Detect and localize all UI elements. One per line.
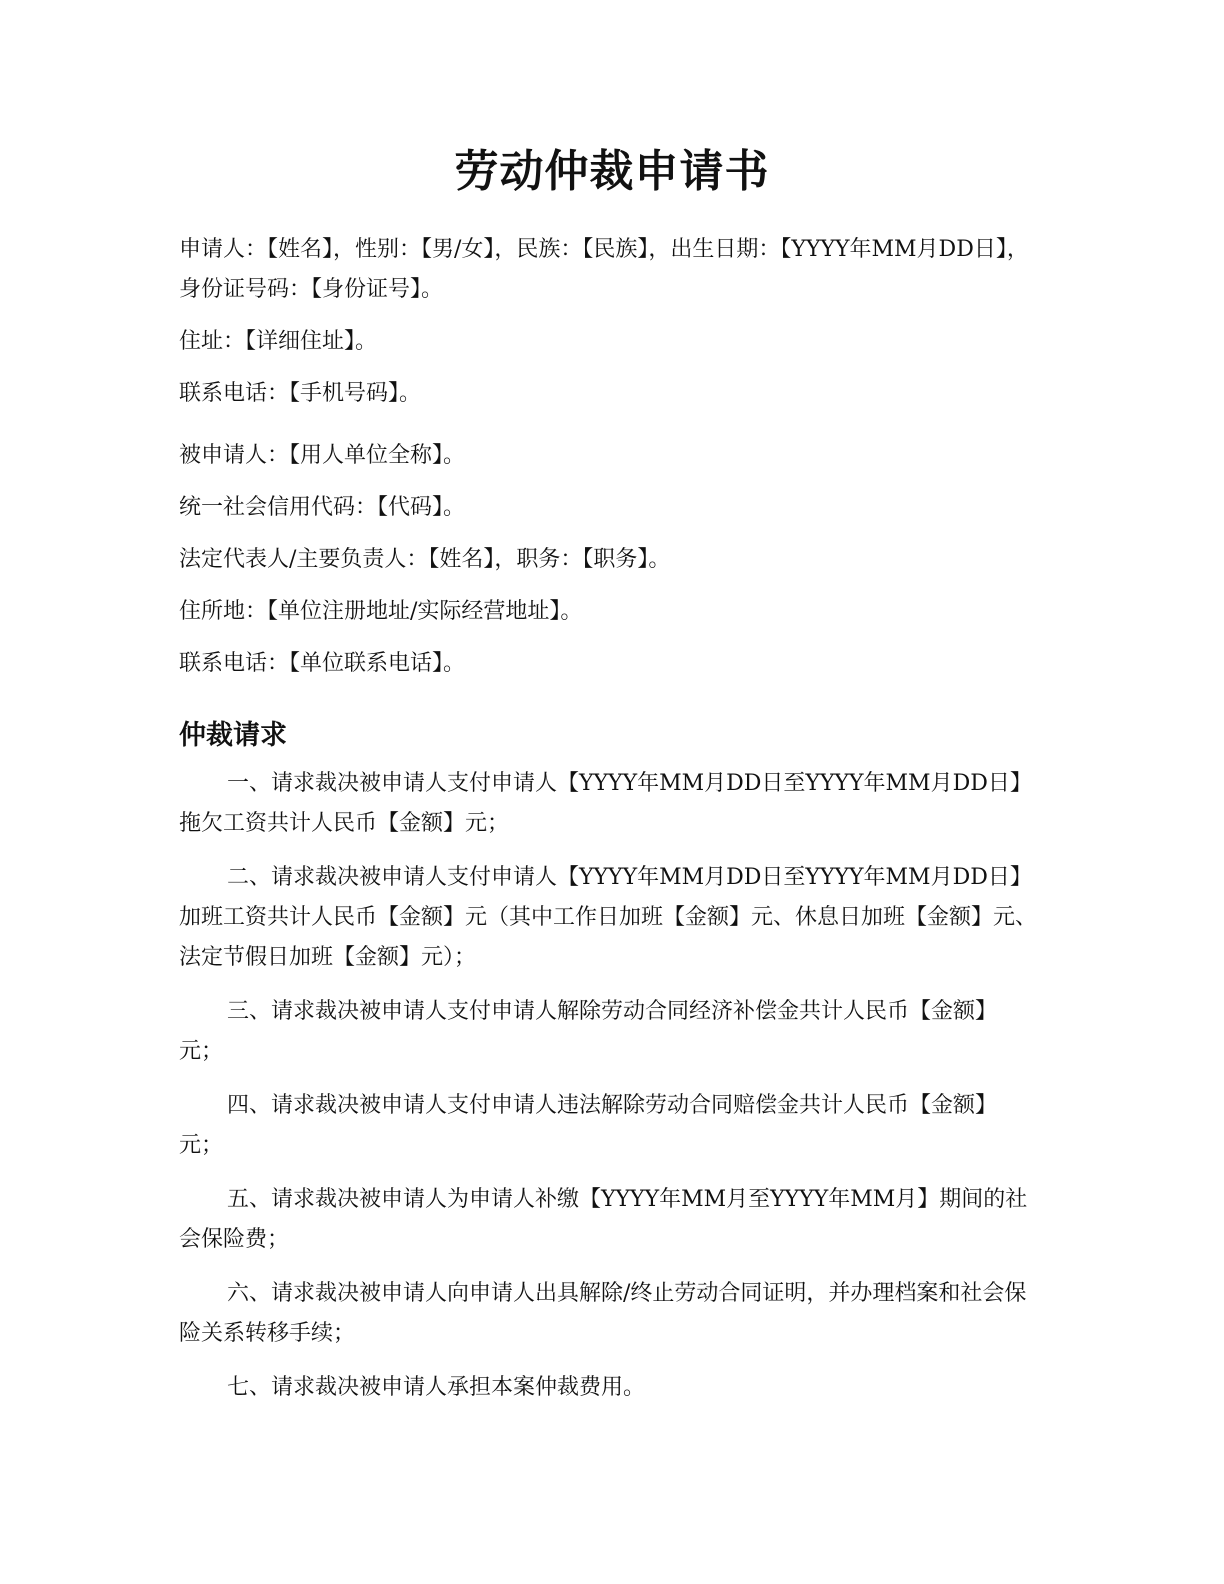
claim-item: 二、请求裁决被申请人支付申请人【YYYY年MM月DD日至YYYY年MM月DD日】加班工资共计人民币【金额】元（其中工作日加班【金额】元、休息日加班【金额】元、法定节假日加班【金额】元）； [179, 865, 1038, 970]
claims-section [179, 714, 1039, 1408]
claim-item: 一、请求裁决被申请人支付申请人【YYYY年MM月DD日至YYYY年MM月DD日】拖欠工资共计人民币【金额】元； [179, 771, 1032, 836]
applicant-phone: 联系电话：【手机号码】。 [179, 381, 422, 406]
applicant-address: 住址：【详细住址】。 [179, 329, 378, 354]
claim-item: 五、请求裁决被申请人为申请人补缴【YYYY年MM月至YYYY年MM月】期间的社会保险费； [179, 1187, 1028, 1252]
respondent-section [179, 436, 1039, 684]
respondent-phone: 联系电话：【单位联系电话】。 [179, 651, 466, 676]
respondent-legal-representative: 法定代表人/主要负责人：【姓名】，职务：【职务】。 [179, 547, 671, 572]
applicant-identity: 申请人：【姓名】，性别：【男/女】，民族：【民族】，出生日期：【YYYY年MM月DD日】，身份证号码：【身份证号】。 [179, 237, 1029, 302]
document-body [179, 230, 1039, 1422]
respondent-credit-code: 统一社会信用代码：【代码】。 [179, 495, 466, 520]
respondent-name: 被申请人：【用人单位全称】。 [179, 443, 466, 468]
document-title: 劳动仲裁申请书 [454, 146, 770, 197]
claim-item: 六、请求裁决被申请人向申请人出具解除/终止劳动合同证明，并办理档案和社会保险关系转移手续； [179, 1281, 1027, 1346]
claim-item: 四、请求裁决被申请人支付申请人违法解除劳动合同赔偿金共计人民币【金额】元； [179, 1093, 998, 1158]
claims-heading: 仲裁请求 [179, 720, 287, 751]
applicant-section [179, 230, 1039, 414]
claim-item: 三、请求裁决被申请人支付申请人解除劳动合同经济补偿金共计人民币【金额】元； [179, 999, 998, 1064]
claim-item: 七、请求裁决被申请人承担本案仲裁费用。 [227, 1375, 646, 1400]
respondent-domicile: 住所地：【单位注册地址/实际经营地址】。 [179, 599, 583, 624]
